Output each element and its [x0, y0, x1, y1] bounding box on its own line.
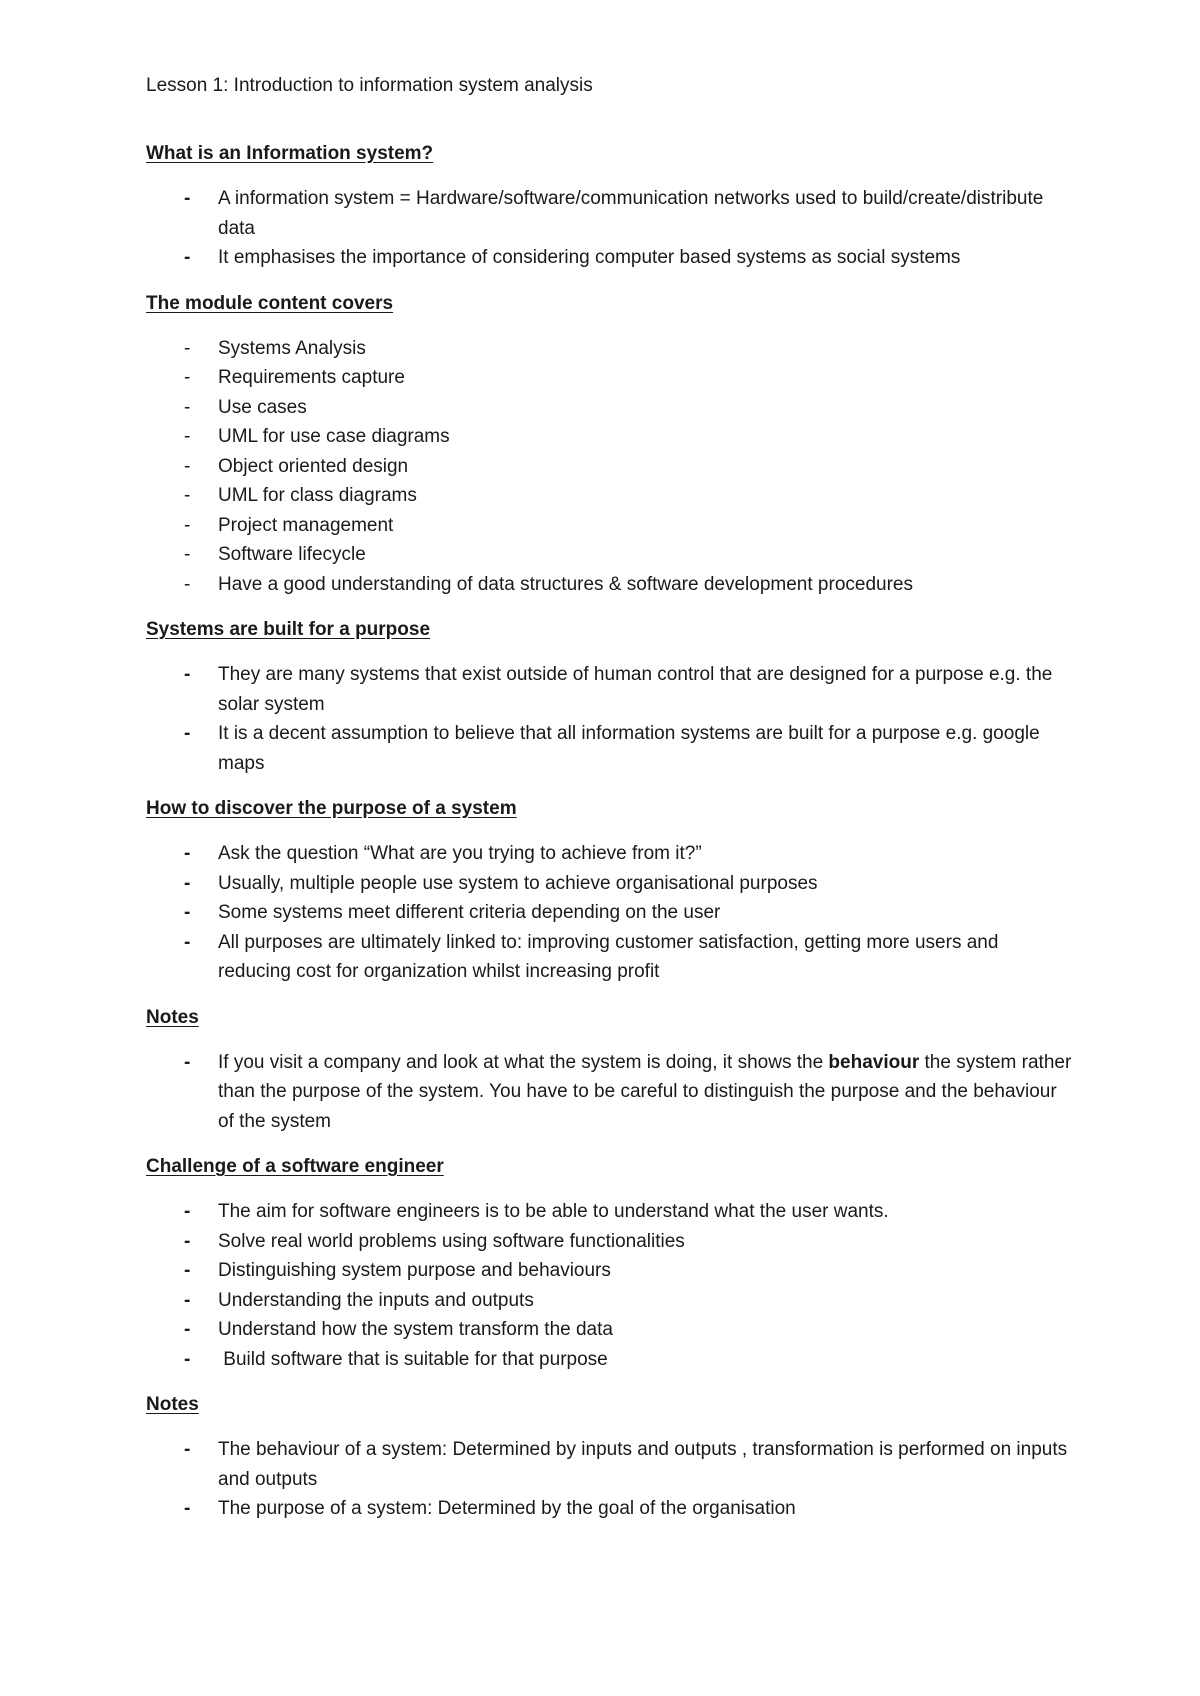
- list-item-text: Ask the question “What are you trying to achieve from it?”: [218, 843, 702, 864]
- section: [146, 140, 1076, 273]
- list-item-text: The purpose of a system: Determined by the goal of the organisation: [218, 1498, 796, 1519]
- list-item-text: UML for use case diagrams: [218, 426, 450, 447]
- bullet-list: [146, 1435, 1076, 1524]
- list-item-text: Software lifecycle: [218, 544, 366, 565]
- dash-bullet-icon: -: [184, 1051, 191, 1073]
- list-item: [146, 1227, 1076, 1257]
- list-item: [146, 1286, 1076, 1316]
- list-item-text: the system rather than the purpose of the system. You have to be careful to distinguish the purpose and the behaviour of the system: [218, 1051, 1077, 1132]
- document-body: [146, 72, 1076, 1541]
- list-item-text: Some systems meet different criteria depending on the user: [218, 902, 721, 923]
- list-item: [146, 839, 1076, 869]
- dash-bullet-icon: -: [184, 1348, 191, 1370]
- dash-bullet-icon: -: [184, 723, 191, 744]
- list-item: [146, 898, 1076, 928]
- list-item: [146, 511, 1076, 541]
- list-item-text: Have a good understanding of data structures & software development procedures: [218, 573, 913, 595]
- dash-bullet-icon: -: [184, 485, 191, 506]
- list-item: [146, 1494, 1076, 1524]
- section-heading: How to discover the purpose of a system: [146, 798, 517, 819]
- list-item: [146, 719, 1076, 778]
- section-heading: What is an Information system?: [146, 143, 434, 164]
- section-heading: Notes: [146, 1006, 199, 1028]
- dash-bullet-icon: -: [184, 247, 191, 268]
- list-item: [146, 243, 1076, 273]
- dash-bullet-icon: -: [184, 544, 191, 565]
- list-item: [146, 1197, 1076, 1227]
- dash-bullet-icon: -: [184, 872, 191, 894]
- list-item: [146, 660, 1076, 719]
- list-item-text: UML for class diagrams: [218, 485, 417, 506]
- dash-bullet-icon: -: [184, 573, 191, 595]
- bullet-list: [146, 1197, 1076, 1374]
- dash-bullet-icon: -: [184, 1260, 191, 1281]
- section-heading: Systems are built for a purpose: [146, 619, 431, 640]
- list-item: [146, 570, 1076, 600]
- section: [146, 1004, 1076, 1137]
- list-item-text: Systems Analysis: [218, 337, 366, 359]
- list-item-text: It emphasises the importance of considering computer based systems as social systems: [218, 247, 961, 268]
- section: [146, 616, 1076, 778]
- section-heading: Challenge of a software engineer: [146, 1156, 444, 1177]
- dash-bullet-icon: -: [184, 664, 191, 685]
- dash-bullet-icon: -: [184, 514, 191, 536]
- dash-bullet-icon: -: [184, 1319, 191, 1340]
- list-item-text: Solve real world problems using software functionalities: [218, 1230, 685, 1252]
- list-item-text: Project management: [218, 514, 394, 536]
- list-item-text: Requirements capture: [218, 367, 405, 388]
- list-item-text: Build software that is suitable for that purpose: [218, 1348, 608, 1370]
- list-item: [146, 1345, 1076, 1375]
- list-item: [146, 184, 1076, 243]
- dash-bullet-icon: -: [184, 188, 191, 209]
- lesson-title: Lesson 1: Introduction to information system analysis: [146, 75, 593, 96]
- bullet-list: [146, 334, 1076, 600]
- bullet-list: [146, 660, 1076, 778]
- list-item: [146, 334, 1076, 364]
- dash-bullet-icon: -: [184, 902, 191, 923]
- list-item-text: They are many systems that exist outside of human control that are designed for a purpose e.g. the solar system: [218, 664, 1058, 715]
- list-item-text: The aim for software engineers is to be able to understand what the user wants.: [218, 1201, 889, 1222]
- dash-bullet-icon: -: [184, 396, 191, 418]
- list-item-text: Object oriented design: [218, 455, 409, 477]
- dash-bullet-icon: -: [184, 1201, 191, 1222]
- list-item: [146, 869, 1076, 899]
- dash-bullet-icon: -: [184, 426, 191, 447]
- list-item: [146, 452, 1076, 482]
- list-item: [146, 363, 1076, 393]
- dash-bullet-icon: -: [184, 1230, 191, 1252]
- section-heading: The module content covers: [146, 292, 394, 314]
- list-item: [146, 481, 1076, 511]
- list-item: [146, 422, 1076, 452]
- section: [146, 290, 1076, 600]
- list-item-text: It is a decent assumption to believe that all information systems are built for a purpose e.g. google maps: [218, 723, 1045, 774]
- list-item-text: If you visit a company and look at what the system is doing, it shows the: [218, 1051, 829, 1073]
- list-item: [146, 393, 1076, 423]
- section: [146, 795, 1076, 987]
- list-item: [146, 1435, 1076, 1494]
- section: [146, 1391, 1076, 1524]
- list-item-text: Distinguishing system purpose and behaviours: [218, 1260, 611, 1281]
- dash-bullet-icon: -: [184, 843, 191, 864]
- section-heading: Notes: [146, 1394, 199, 1415]
- section: [146, 1153, 1076, 1374]
- list-item-text: Understanding the inputs and outputs: [218, 1289, 534, 1311]
- emphasized-term: behaviour: [828, 1051, 920, 1073]
- bullet-list: [146, 184, 1076, 273]
- dash-bullet-icon: -: [184, 1289, 191, 1311]
- bullet-list: [146, 839, 1076, 987]
- dash-bullet-icon: -: [184, 337, 191, 359]
- list-item-text: A information system = Hardware/software/communication networks used to build/create/distribute data: [218, 188, 1049, 239]
- bullet-list: [146, 1048, 1076, 1137]
- list-item-text: The behaviour of a system: Determined by inputs and outputs , transformation is performed on inputs and outputs: [218, 1439, 1073, 1490]
- list-item-text: Use cases: [218, 396, 307, 418]
- list-item: [146, 1048, 1076, 1137]
- dash-bullet-icon: -: [184, 1498, 191, 1519]
- dash-bullet-icon: -: [184, 931, 191, 953]
- dash-bullet-icon: -: [184, 1439, 191, 1460]
- dash-bullet-icon: -: [184, 455, 191, 477]
- list-item: [146, 540, 1076, 570]
- sections-container: [146, 140, 1076, 1524]
- list-item-text: Understand how the system transform the data: [218, 1319, 613, 1340]
- list-item-text: All purposes are ultimately linked to: improving customer satisfaction, getting more users and reducing cost for organization whilst increasing profit: [218, 931, 1004, 982]
- list-item: [146, 1256, 1076, 1286]
- dash-bullet-icon: -: [184, 367, 191, 388]
- list-item: [146, 1315, 1076, 1345]
- list-item: [146, 928, 1076, 987]
- list-item-text: Usually, multiple people use system to achieve organisational purposes: [218, 872, 818, 894]
